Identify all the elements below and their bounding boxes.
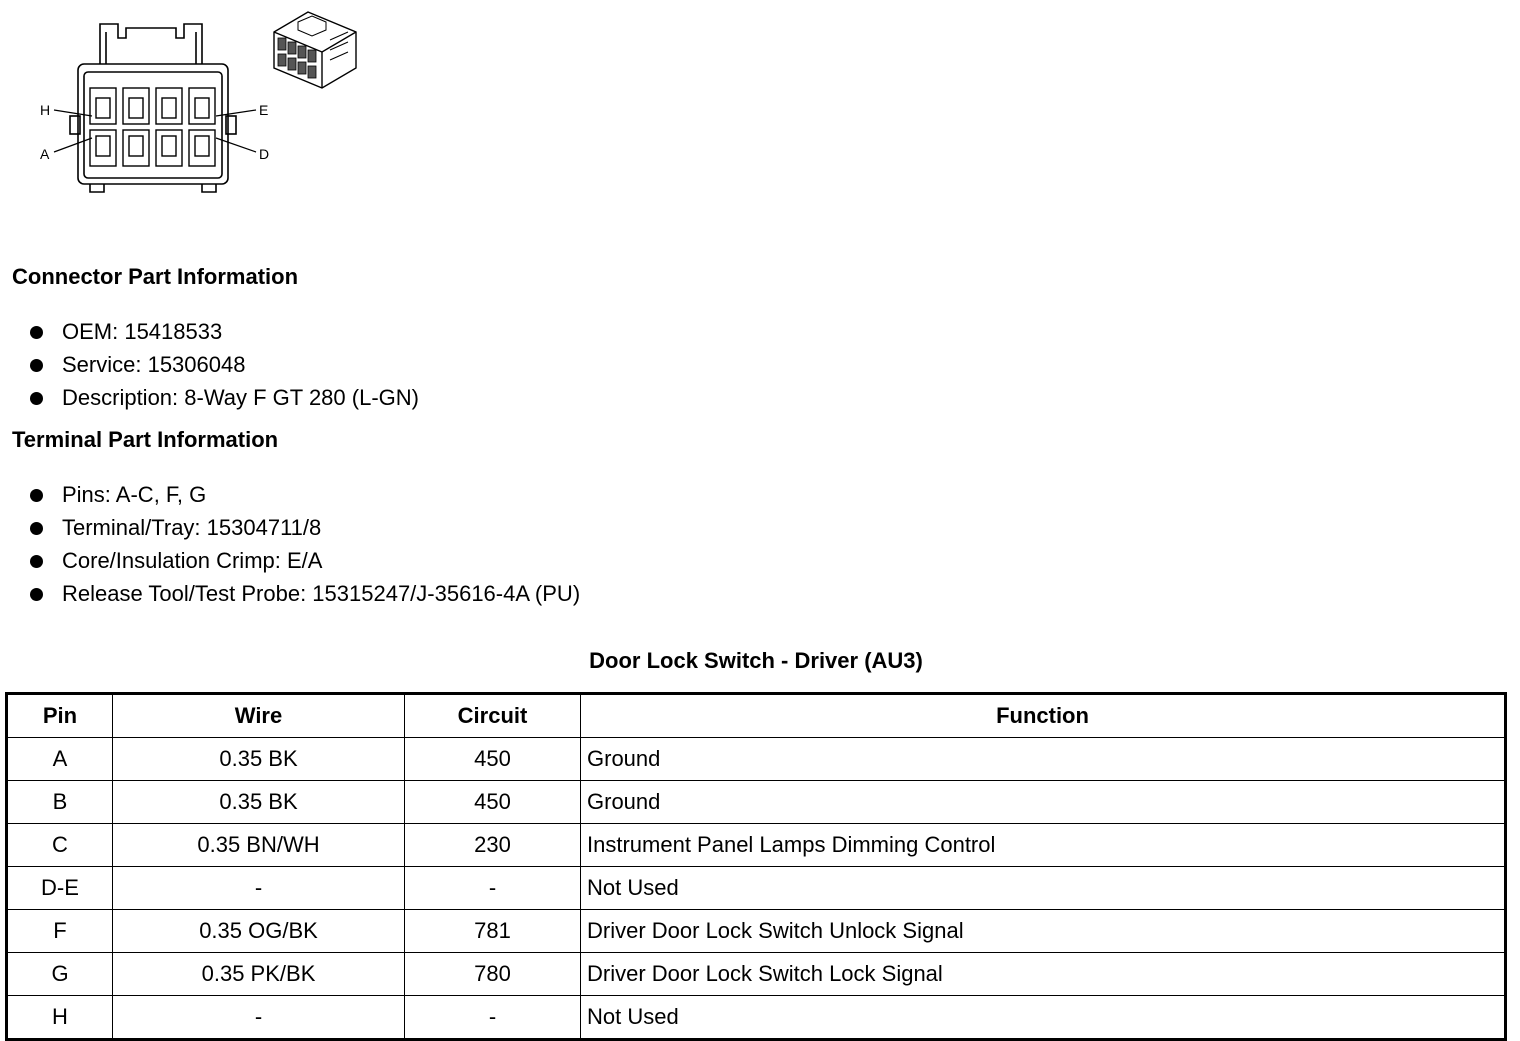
pin-label-d: D [259,146,270,162]
bullet-icon [30,555,43,568]
terminal-pins: Pins: A-C, F, G [62,482,207,507]
pin-label-e: E [259,102,269,118]
cell-wire: 0.35 OG/BK [113,910,405,953]
connector-oem: OEM: 15418533 [62,319,223,344]
cell-circuit: 780 [405,953,581,996]
connector-info-list [30,315,419,414]
table-row [7,996,1506,1040]
cell-function: Not Used [581,867,1506,910]
list-item [30,315,419,348]
list-item [30,381,419,414]
cell-pin: G [7,953,113,996]
bullet-icon [30,522,43,535]
pin-table-title: Door Lock Switch - Driver (AU3) [589,648,923,673]
cell-pin: H [7,996,113,1040]
pin-table [5,692,1507,1041]
terminal-crimp: Core/Insulation Crimp: E/A [62,548,323,573]
header-function: Function [581,694,1506,738]
bullet-icon [30,489,43,502]
cell-function: Ground [581,738,1506,781]
connector-description: Description: 8-Way F GT 280 (L-GN) [62,385,419,410]
cell-pin: B [7,781,113,824]
cell-wire: - [113,867,405,910]
cell-function: Driver Door Lock Switch Unlock Signal [581,910,1506,953]
table-row [7,867,1506,910]
cell-circuit: 450 [405,738,581,781]
bullet-icon [30,392,43,405]
list-item [30,511,580,544]
cell-circuit: 450 [405,781,581,824]
cell-wire: 0.35 BK [113,781,405,824]
terminal-info-list [30,478,580,610]
cell-wire: 0.35 BK [113,738,405,781]
cell-pin: C [7,824,113,867]
cell-function: Driver Door Lock Switch Lock Signal [581,953,1506,996]
header-circuit: Circuit [405,694,581,738]
table-row [7,781,1506,824]
cell-function: Ground [581,781,1506,824]
terminal-info-title: Terminal Part Information [12,427,279,452]
bullet-icon [30,359,43,372]
list-item [30,478,580,511]
connector-info-title: Connector Part Information [12,264,299,289]
table-row [7,738,1506,781]
pin-label-h: H [40,102,51,118]
list-item [30,348,419,381]
bullet-icon [30,326,43,339]
connector-isometric-icon [268,4,364,92]
table-row [7,910,1506,953]
table-row [7,824,1506,867]
cell-circuit: 230 [405,824,581,867]
connector-service: Service: 15306048 [62,352,246,377]
cell-circuit: 781 [405,910,581,953]
terminal-tray: Terminal/Tray: 15304711/8 [62,515,322,540]
terminal-release-tool: Release Tool/Test Probe: 15315247/J-35616-4A (PU) [62,581,581,606]
table-row [7,953,1506,996]
list-item [30,577,580,610]
bullet-icon [30,588,43,601]
table-header-row [7,694,1506,738]
cell-circuit: - [405,996,581,1040]
header-pin: Pin [7,694,113,738]
list-item [30,544,580,577]
cell-circuit: - [405,867,581,910]
cell-wire: - [113,996,405,1040]
pin-label-a: A [40,146,50,162]
cell-pin: A [7,738,113,781]
cell-pin: F [7,910,113,953]
cell-function: Instrument Panel Lamps Dimming Control [581,824,1506,867]
cell-wire: 0.35 PK/BK [113,953,405,996]
header-wire: Wire [113,694,405,738]
cell-wire: 0.35 BN/WH [113,824,405,867]
cell-pin: D-E [7,867,113,910]
cell-function: Not Used [581,996,1506,1040]
